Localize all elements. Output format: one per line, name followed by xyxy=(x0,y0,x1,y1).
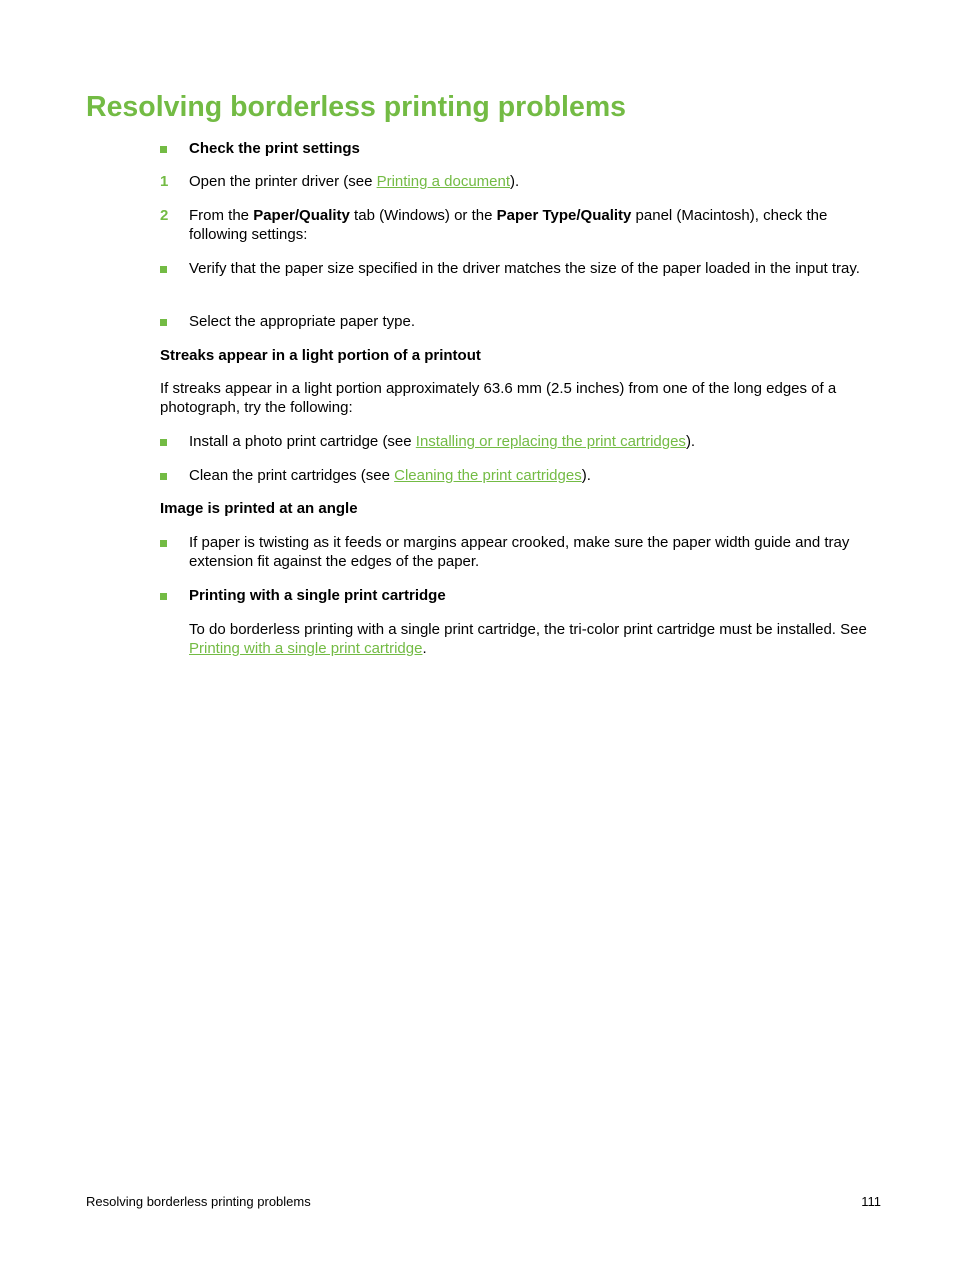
list-item: Clean the print cartridges (see Cleaning the print cartridges). xyxy=(189,467,591,484)
bullet-square-icon xyxy=(160,593,167,600)
step-1-number: 1 xyxy=(160,173,169,190)
page-title: Resolving borderless printing problems xyxy=(86,91,627,123)
step-1-text: Open the printer driver (see Printing a document). xyxy=(189,173,520,190)
list-item: If paper is twisting as it feeds or margins appear crooked, make sure the paper width guide and tray extension fit against the edges of the paper. xyxy=(189,534,850,570)
single-cartridge-link[interactable]: Printing with a single print cartridge xyxy=(189,640,423,657)
list-item: Select the appropriate paper type. xyxy=(189,313,415,330)
page-number: 111 xyxy=(861,1194,881,1209)
bullet-square-icon xyxy=(160,266,167,273)
check-settings-heading: Check the print settings xyxy=(189,140,360,157)
installing-cartridges-link[interactable]: Installing or replacing the print cartridges xyxy=(415,433,686,450)
bullet-square-icon xyxy=(160,473,167,480)
footer-title: Resolving borderless printing problems xyxy=(86,1194,311,1209)
streaks-heading: Streaks appear in a light portion of a printout xyxy=(160,347,481,364)
streaks-intro: If streaks appear in a light portion approximately 63.6 mm (2.5 inches) from one of the long edges of a photograph, try the following: xyxy=(160,380,837,416)
printing-a-document-link[interactable]: Printing a document xyxy=(376,173,511,190)
bullet-square-icon xyxy=(160,439,167,446)
list-item: Install a photo print cartridge (see Installing or replacing the print cartridges). xyxy=(189,433,696,450)
single-cartridge-heading: Printing with a single print cartridge xyxy=(189,587,446,604)
bullet-square-icon xyxy=(160,540,167,547)
bullet-square-icon xyxy=(160,146,167,153)
list-item: Verify that the paper size specified in the driver matches the size of the paper loaded in the input tray. xyxy=(189,260,860,277)
angle-heading: Image is printed at an angle xyxy=(160,500,358,517)
bullet-square-icon xyxy=(160,319,167,326)
cleaning-cartridges-link[interactable]: Cleaning the print cartridges xyxy=(394,467,582,484)
single-cartridge-text: To do borderless printing with a single print cartridge, the tri-color print cartridge must be installed. See Printing with a single print cartridge. xyxy=(189,621,867,657)
step-2-text: From the Paper/Quality tab (Windows) or the Paper Type/Quality panel (Macintosh), check the following settings: xyxy=(189,207,828,243)
step-2-number: 2 xyxy=(160,207,169,224)
